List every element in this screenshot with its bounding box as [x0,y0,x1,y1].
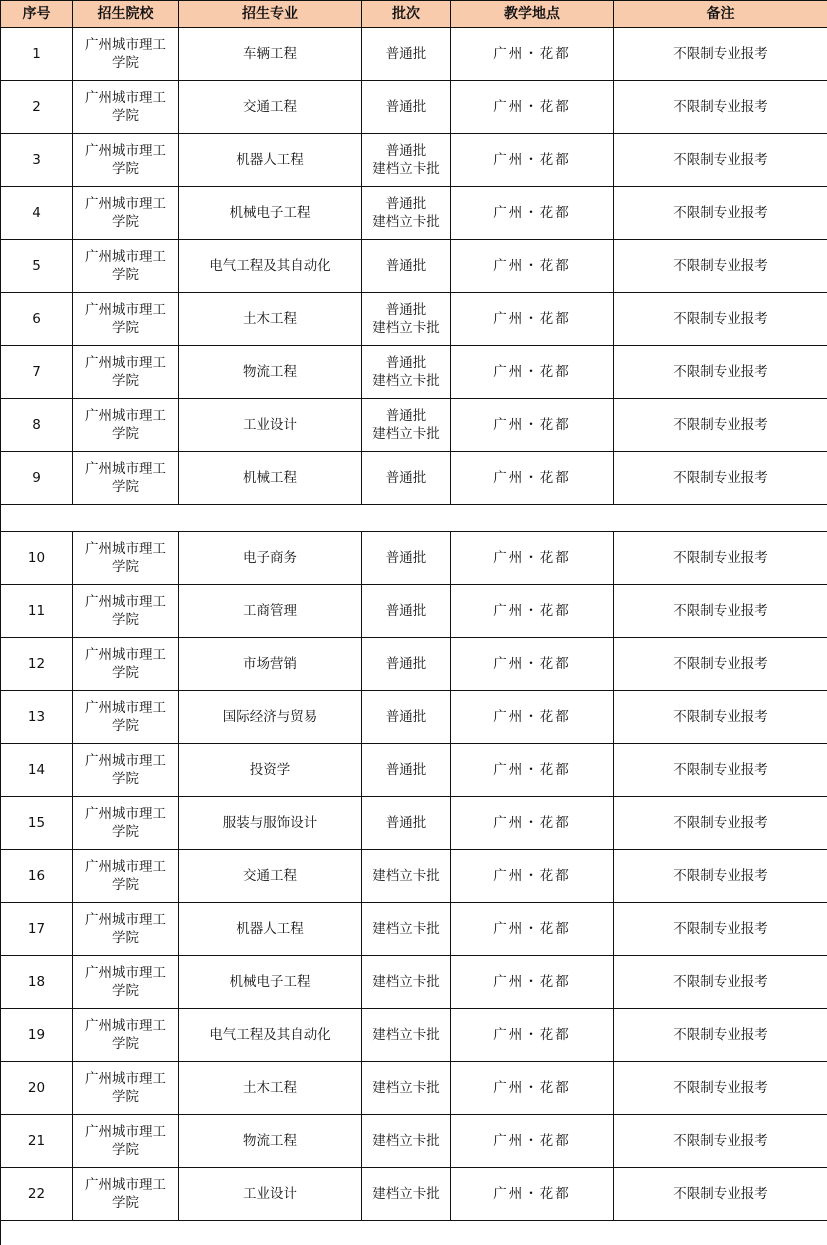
row-number: 22 [1,1168,73,1221]
school-name-line: 广州城市理工 [85,1071,166,1087]
major-cell: 投资学 [179,744,362,797]
major-cell: 机器人工程 [179,903,362,956]
school-name-line: 学院 [112,612,139,628]
school-cell [73,28,179,81]
row-number: 15 [1,797,73,850]
note-cell: 不限制专业报考 [614,452,827,505]
batch-cell [362,532,451,585]
school-name-line: 广州城市理工 [85,912,166,928]
major-cell: 物流工程 [179,346,362,399]
school-name-line: 广州城市理工 [85,90,166,106]
major-cell: 市场营销 [179,638,362,691]
batch-cell [362,903,451,956]
note-cell: 不限制专业报考 [614,850,827,903]
row-number: 7 [1,346,73,399]
school-name-line: 学院 [112,426,139,442]
table-row [1,1168,827,1221]
note-cell: 不限制专业报考 [614,903,827,956]
school-name-line: 学院 [112,214,139,230]
row-number: 3 [1,134,73,187]
school-name-line: 学院 [112,1089,139,1105]
school-cell [73,797,179,850]
note-cell: 不限制专业报考 [614,134,827,187]
note-cell: 不限制专业报考 [614,1168,827,1221]
school-cell [73,903,179,956]
location-cell: 广州・花都 [451,399,614,452]
major-cell: 电子商务 [179,532,362,585]
school-name-line: 广州城市理工 [85,541,166,557]
batch-cell [362,134,451,187]
batch-line: 普通批 [385,46,427,62]
major-cell: 机器人工程 [179,134,362,187]
batch-cell [362,744,451,797]
school-name-line: 学院 [112,320,139,336]
blank-separator-row [1,1221,827,1245]
batch-cell [362,850,451,903]
batch-line: 建档立卡批 [372,320,440,336]
major-cell: 工商管理 [179,585,362,638]
table-row [1,744,827,797]
location-cell: 广州・花都 [451,1009,614,1062]
school-name-line: 学院 [112,267,139,283]
note-cell: 不限制专业报考 [614,638,827,691]
batch-cell [362,585,451,638]
school-name-line: 广州城市理工 [85,196,166,212]
header-batch: 批次 [362,1,451,28]
batch-cell [362,1062,451,1115]
table-row [1,240,827,293]
school-name-line: 广州城市理工 [85,965,166,981]
batch-line: 建档立卡批 [372,373,440,389]
table-row [1,532,827,585]
batch-line: 普通批 [385,815,427,831]
major-cell: 交通工程 [179,81,362,134]
row-number: 16 [1,850,73,903]
school-cell [73,81,179,134]
row-number: 2 [1,81,73,134]
school-name-line: 广州城市理工 [85,1018,166,1034]
school-name-line: 学院 [112,55,139,71]
table-row [1,293,827,346]
school-cell [73,187,179,240]
major-cell: 国际经济与贸易 [179,691,362,744]
school-name-line: 广州城市理工 [85,700,166,716]
major-cell: 机械电子工程 [179,956,362,1009]
school-name-line: 学院 [112,718,139,734]
header-location: 教学地点 [451,1,614,28]
school-name-line: 学院 [112,771,139,787]
batch-cell [362,240,451,293]
batch-cell [362,956,451,1009]
batch-line: 建档立卡批 [372,426,440,442]
batch-cell [362,1115,451,1168]
school-name-line: 广州城市理工 [85,143,166,159]
batch-line: 建档立卡批 [372,161,440,177]
row-number: 5 [1,240,73,293]
batch-line: 普通批 [385,99,427,115]
note-cell: 不限制专业报考 [614,28,827,81]
location-cell: 广州・花都 [451,1115,614,1168]
table-row [1,1062,827,1115]
school-cell [73,1168,179,1221]
major-cell: 物流工程 [179,1115,362,1168]
major-cell: 机械电子工程 [179,187,362,240]
location-cell: 广州・花都 [451,638,614,691]
major-cell: 服装与服饰设计 [179,797,362,850]
school-cell [73,1009,179,1062]
school-cell [73,744,179,797]
batch-line: 建档立卡批 [372,1133,440,1149]
location-cell: 广州・花都 [451,585,614,638]
note-cell: 不限制专业报考 [614,956,827,1009]
table-row [1,691,827,744]
school-name-line: 学院 [112,877,139,893]
location-cell: 广州・花都 [451,850,614,903]
school-cell [73,956,179,1009]
school-cell [73,240,179,293]
row-number: 1 [1,28,73,81]
row-number: 19 [1,1009,73,1062]
note-cell: 不限制专业报考 [614,399,827,452]
row-number: 11 [1,585,73,638]
school-name-line: 学院 [112,1036,139,1052]
school-cell [73,532,179,585]
batch-cell [362,691,451,744]
location-cell: 广州・花都 [451,134,614,187]
school-name-line: 广州城市理工 [85,461,166,477]
school-cell [73,691,179,744]
school-name-line: 广州城市理工 [85,249,166,265]
table-row [1,134,827,187]
note-cell: 不限制专业报考 [614,187,827,240]
batch-line: 普通批 [385,143,427,159]
school-name-line: 广州城市理工 [85,1124,166,1140]
note-cell: 不限制专业报考 [614,1115,827,1168]
school-name-line: 学院 [112,108,139,124]
blank-cell [1,505,827,532]
note-cell: 不限制专业报考 [614,81,827,134]
school-name-line: 学院 [112,930,139,946]
note-cell: 不限制专业报考 [614,585,827,638]
table-row [1,452,827,505]
school-cell [73,1115,179,1168]
school-name-line: 广州城市理工 [85,37,166,53]
table-row [1,903,827,956]
header-major: 招生专业 [179,1,362,28]
batch-cell [362,1009,451,1062]
school-name-line: 广州城市理工 [85,1177,166,1193]
location-cell: 广州・花都 [451,956,614,1009]
table-row [1,81,827,134]
school-cell [73,293,179,346]
location-cell: 广州・花都 [451,240,614,293]
school-name-line: 学院 [112,559,139,575]
table-row [1,346,827,399]
school-name-line: 广州城市理工 [85,806,166,822]
batch-line: 普通批 [385,196,427,212]
row-number: 18 [1,956,73,1009]
batch-line: 建档立卡批 [372,974,440,990]
header-school: 招生院校 [73,1,179,28]
batch-line: 普通批 [385,302,427,318]
major-cell: 工业设计 [179,1168,362,1221]
row-number: 4 [1,187,73,240]
school-name-line: 广州城市理工 [85,408,166,424]
school-cell [73,134,179,187]
school-cell [73,1062,179,1115]
location-cell: 广州・花都 [451,1062,614,1115]
batch-line: 普通批 [385,470,427,486]
batch-cell [362,346,451,399]
location-cell: 广州・花都 [451,691,614,744]
table-row [1,585,827,638]
row-number: 13 [1,691,73,744]
table-row [1,638,827,691]
row-number: 8 [1,399,73,452]
batch-cell [362,1168,451,1221]
row-number: 6 [1,293,73,346]
batch-cell [362,399,451,452]
row-number: 9 [1,452,73,505]
major-cell: 交通工程 [179,850,362,903]
school-cell [73,399,179,452]
row-number: 12 [1,638,73,691]
school-name-line: 广州城市理工 [85,753,166,769]
row-number: 17 [1,903,73,956]
school-name-line: 学院 [112,665,139,681]
row-number: 14 [1,744,73,797]
batch-cell [362,293,451,346]
note-cell: 不限制专业报考 [614,691,827,744]
batch-line: 普通批 [385,258,427,274]
location-cell: 广州・花都 [451,797,614,850]
batch-line: 普通批 [385,603,427,619]
table-row [1,1009,827,1062]
school-cell [73,346,179,399]
blank-cell [1,1221,827,1245]
school-name-line: 广州城市理工 [85,859,166,875]
note-cell: 不限制专业报考 [614,346,827,399]
batch-line: 建档立卡批 [372,1027,440,1043]
school-name-line: 学院 [112,1195,139,1211]
batch-cell [362,797,451,850]
school-name-line: 学院 [112,161,139,177]
location-cell: 广州・花都 [451,293,614,346]
school-name-line: 广州城市理工 [85,647,166,663]
school-cell [73,850,179,903]
school-name-line: 学院 [112,983,139,999]
batch-line: 建档立卡批 [372,868,440,884]
batch-line: 建档立卡批 [372,214,440,230]
batch-cell [362,638,451,691]
row-number: 20 [1,1062,73,1115]
blank-separator-row [1,505,827,532]
row-number: 21 [1,1115,73,1168]
header-no: 序号 [1,1,73,28]
batch-line: 建档立卡批 [372,1080,440,1096]
location-cell: 广州・花都 [451,346,614,399]
major-cell: 电气工程及其自动化 [179,1009,362,1062]
location-cell: 广州・花都 [451,744,614,797]
batch-cell [362,28,451,81]
note-cell: 不限制专业报考 [614,1062,827,1115]
batch-line: 建档立卡批 [372,921,440,937]
location-cell: 广州・花都 [451,81,614,134]
school-name-line: 广州城市理工 [85,594,166,610]
batch-line: 建档立卡批 [372,1186,440,1202]
major-cell: 机械工程 [179,452,362,505]
location-cell: 广州・花都 [451,187,614,240]
table-row [1,1115,827,1168]
major-cell: 土木工程 [179,1062,362,1115]
school-name-line: 广州城市理工 [85,302,166,318]
batch-line: 普通批 [385,656,427,672]
school-name-line: 学院 [112,1142,139,1158]
location-cell: 广州・花都 [451,452,614,505]
table-row [1,28,827,81]
batch-line: 普通批 [385,709,427,725]
note-cell: 不限制专业报考 [614,744,827,797]
batch-cell [362,452,451,505]
note-cell: 不限制专业报考 [614,1009,827,1062]
location-cell: 广州・花都 [451,903,614,956]
note-cell: 不限制专业报考 [614,532,827,585]
table-row [1,187,827,240]
school-name-line: 学院 [112,479,139,495]
batch-line: 普通批 [385,550,427,566]
table-row [1,399,827,452]
table-row [1,850,827,903]
batch-line: 普通批 [385,762,427,778]
school-cell [73,638,179,691]
major-cell: 土木工程 [179,293,362,346]
batch-cell [362,81,451,134]
major-cell: 电气工程及其自动化 [179,240,362,293]
row-number: 10 [1,532,73,585]
note-cell: 不限制专业报考 [614,293,827,346]
school-cell [73,452,179,505]
location-cell: 广州・花都 [451,532,614,585]
table-row [1,956,827,1009]
header-note: 备注 [614,1,827,28]
batch-cell [362,187,451,240]
school-cell [73,585,179,638]
location-cell: 广州・花都 [451,1168,614,1221]
school-name-line: 学院 [112,373,139,389]
header-row [1,1,827,28]
batch-line: 普通批 [385,408,427,424]
table-row [1,797,827,850]
note-cell: 不限制专业报考 [614,240,827,293]
school-name-line: 广州城市理工 [85,355,166,371]
major-cell: 车辆工程 [179,28,362,81]
school-name-line: 学院 [112,824,139,840]
batch-line: 普通批 [385,355,427,371]
note-cell: 不限制专业报考 [614,797,827,850]
table-body [1,28,827,1245]
major-cell: 工业设计 [179,399,362,452]
location-cell: 广州・花都 [451,28,614,81]
